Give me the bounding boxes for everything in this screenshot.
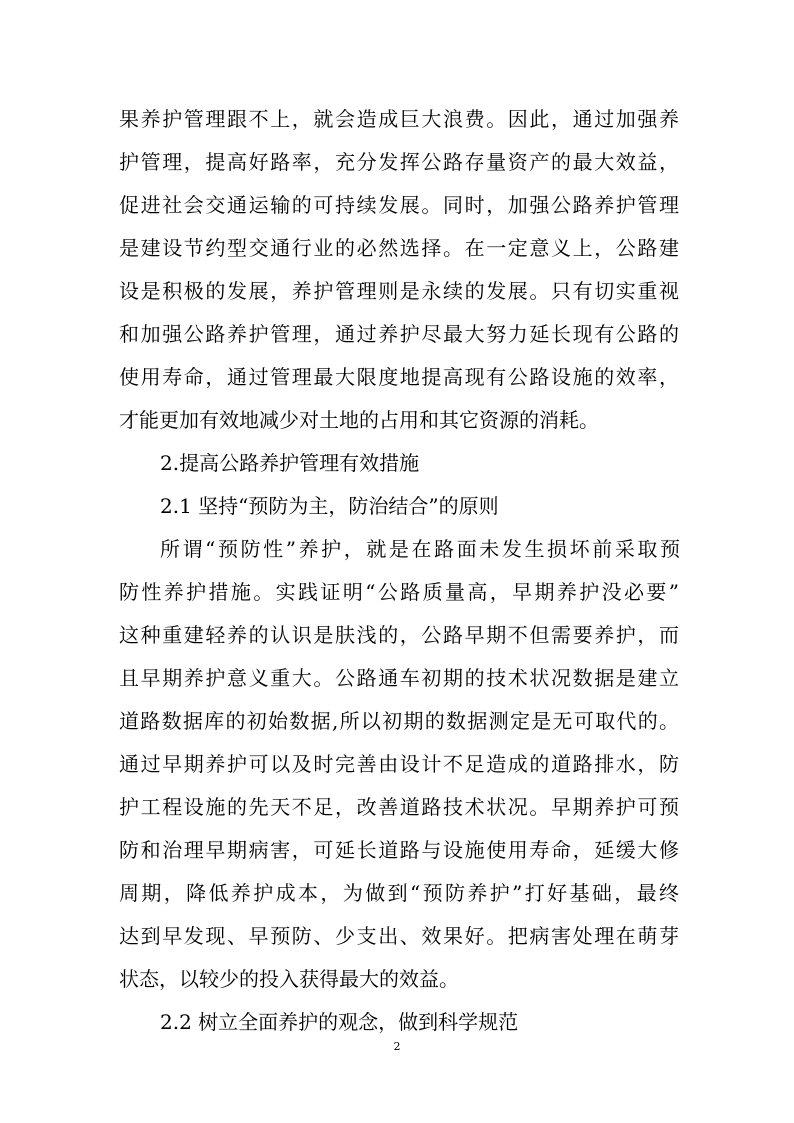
paragraph-line: 果养护管理跟不上，就会造成巨大浪费。因此，通过加强养 (119, 107, 679, 131)
paragraph-line: 促进社会交通运输的可持续发展。同时，加强公路养护管理 (119, 193, 679, 217)
paragraph-line: 通过早期养护可以及时完善由设计不足造成的道路排水，防 (119, 752, 679, 776)
paragraph-line: 是建设节约型交通行业的必然选择。在一定意义上，公路建 (119, 236, 679, 260)
paragraph-line: 所谓“预防性”养护，就是在路面未发生损坏前采取预 (160, 537, 680, 561)
page-number: 2 (393, 1040, 401, 1053)
paragraph-line: 防和治理早期病害，可延长道路与设施使用寿命，延缓大修 (119, 838, 679, 862)
paragraph-line: 使用寿命，通过管理最大限度地提高现有公路设施的效率， (119, 365, 679, 389)
paragraph-line: 设是积极的发展，养护管理则是永续的发展。只有切实重视 (119, 279, 679, 303)
subsection-heading: 2.1 坚持“预防为主，防治结合”的原则 (160, 494, 499, 518)
paragraph-line: 且早期养护意义重大。公路通车初期的技术状况数据是建立 (119, 666, 679, 690)
paragraph-line: 才能更加有效地减少对土地的占用和其它资源的消耗。 (119, 408, 599, 432)
paragraph-line: 达到早发现、早预防、少支出、效果好。把病害处理在萌芽 (119, 924, 679, 948)
paragraph-line: 护管理，提高好路率，充分发挥公路存量资产的最大效益， (119, 150, 679, 174)
paragraph-line: 防性养护措施。实践证明“公路质量高，早期养护没必要” (119, 580, 679, 604)
subsection-heading: 2.2 树立全面养护的观念，做到科学规范 (160, 1010, 519, 1034)
paragraph-line: 道路数据库的初始数据,所以初期的数据测定是无可取代的。 (119, 709, 679, 733)
paragraph-line: 周期，降低养护成本，为做到“预防养护”打好基础，最终 (119, 881, 679, 905)
paragraph-line: 护工程设施的先天不足，改善道路技术状况。早期养护可预 (119, 795, 679, 819)
paragraph-line: 状态，以较少的投入获得最大的效益。 (119, 967, 459, 991)
section-heading: 2.提高公路养护管理有效措施 (160, 451, 420, 475)
paragraph-line: 和加强公路养护管理，通过养护尽最大努力延长现有公路的 (119, 322, 679, 346)
paragraph-line: 这种重建轻养的认识是肤浅的，公路早期不但需要养护，而 (119, 623, 679, 647)
